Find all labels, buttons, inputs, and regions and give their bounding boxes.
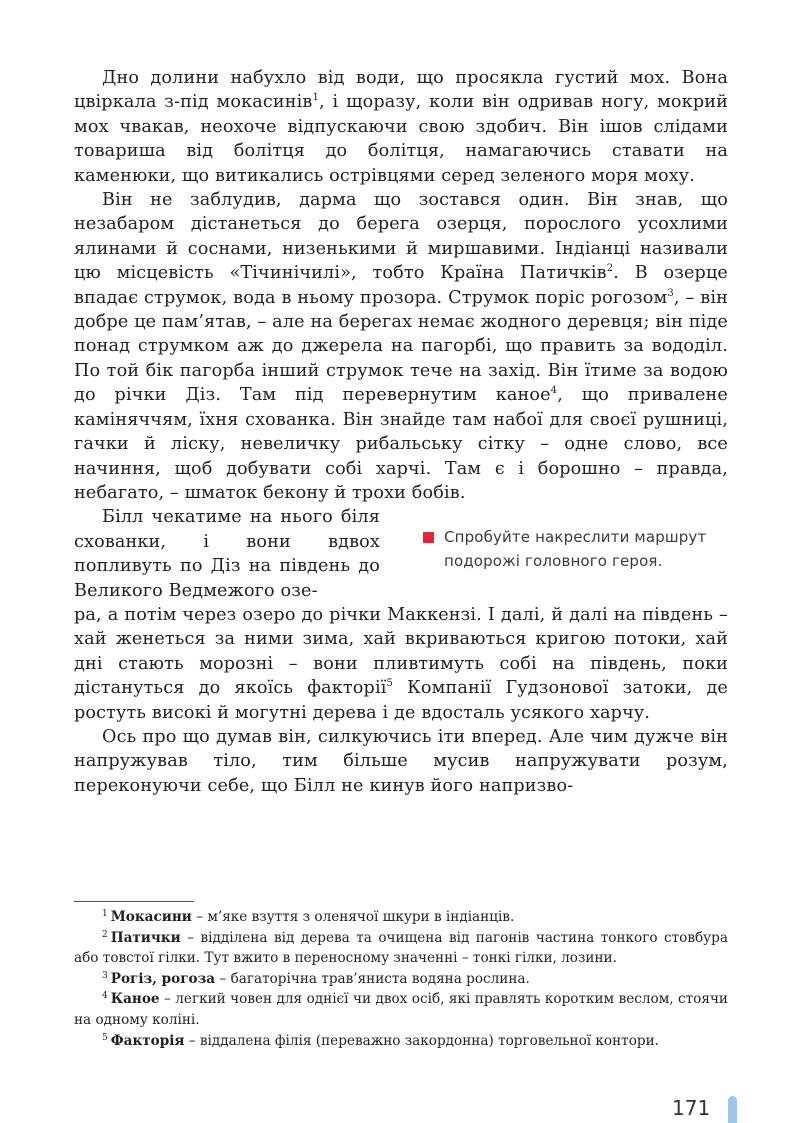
footnote-divider — [74, 901, 194, 902]
footnote-ref-3[interactable]: 3 — [667, 287, 674, 299]
footnote-1: $^1$ Мокасини – м’яке взуття з оленячої шкури в індіанців. — [102, 909, 515, 925]
footnote-ref-4[interactable]: 4 — [550, 385, 558, 397]
footnote-4: $^4$ Каное – легкий човен для однієї чи двох осіб, які правлять коротким веслом, стоячи на одному коліні. — [74, 991, 728, 1028]
footnote-ref-1[interactable]: 1 — [312, 92, 319, 104]
paragraph-2: Він не заблудив, дарма що зостався один. Він знав, що незабаром дістанеться до берега озерця, порослого усохлими ялинами й соснами, низенькими й миршавими. Індіанці називали цю місцевість «Тічинічилі», тобто Країна Патичків$^2$. В озерце впадає струмок, вода в ньому прозора. Струмок поріс рогозом$^3$, – він добре це пам’ятав, – але на берегах немає жодного деревця; він піде понад струмком аж до джерела на пагорбі, що править за вододіл. По той бік пагорба інший струмок тече на захід. Він їтиме за водою до річки Діз. Там під перевернутим каное$^4$, що привалене каміняччям, їхня схованка. Він знайде там набої для своєї рушниці, гачки й ліску, невеличку рибальську сітку – одне слово, все начиння, щоб добувати собі харчі. Там є і борошно – правда, небагато, – шматок бекону й трохи бобів. — [74, 190, 728, 503]
footnote-2: $^2$ Патички – відділена від дерева та очищена від пагонів частина тонкого стовбура або товстої гілки. Тут вжито в переносному значенні – тонкі гілки, лозини. — [74, 929, 728, 967]
red-square-marker-icon — [423, 532, 434, 543]
side-note — [422, 525, 728, 573]
footnote-ref-5[interactable]: 5 — [386, 678, 394, 690]
paragraph-3-continued: ра, а потім через озеро до річки Маккензі. І далі, й далі на південь – хай женеться за ними зима, хай вкриваються кригою потоки, хай дні стають морозні – вони пливтимуть собі на південь, поки дістануться до якоїсь факторії$^5$ Компанії Гудзонової затоки, де ростуть високі й могутні дерева і де вдосталь усякого харчу. — [74, 604, 728, 723]
paragraph-3-with-note — [74, 505, 728, 603]
paragraph-1: Дно долини набухло від води, що просякла густий мох. Вона цвіркала з-під мокасинів$^1$, і щоразу, коли він одривав ногу, мокрий мох чвакав, неохоче відпускаючи свою здобич. Він ішов слідами товариша від болітця до болітця, намагаючись ставати на каменюки, що витикались острівцями серед зеленого моря моху. — [74, 68, 728, 186]
side-note-text: Спробуйте накреслити маршрут подорожі головного героя. — [444, 528, 707, 571]
footnote-ref-2[interactable]: 2 — [606, 263, 614, 275]
paragraph-3-start: Білл чекатиме на нього біля схованки, і вони вдвох попливуть по Діз на південь до Великого Ведмежого озе- — [74, 507, 380, 601]
footnotes — [74, 907, 728, 1051]
main-text — [74, 66, 728, 798]
paragraph-4: Ось про що думав він, силкуючись іти вперед. Але чим дужче він напружував тіло, тим більше мусив напружувати розум, переконуючи себе, що Білл не кинув його напризво- — [74, 726, 728, 796]
footnote-3: $^3$ Рогіз, рогоза – багаторічна трав’яниста водяна рослина. — [102, 970, 530, 987]
page-edge-tab — [728, 1096, 737, 1123]
footnote-5: $^5$ Факторія – віддалена філія (переважно закордонна) торговельної контори. — [102, 1032, 659, 1049]
page-number: 171 — [672, 1096, 711, 1120]
